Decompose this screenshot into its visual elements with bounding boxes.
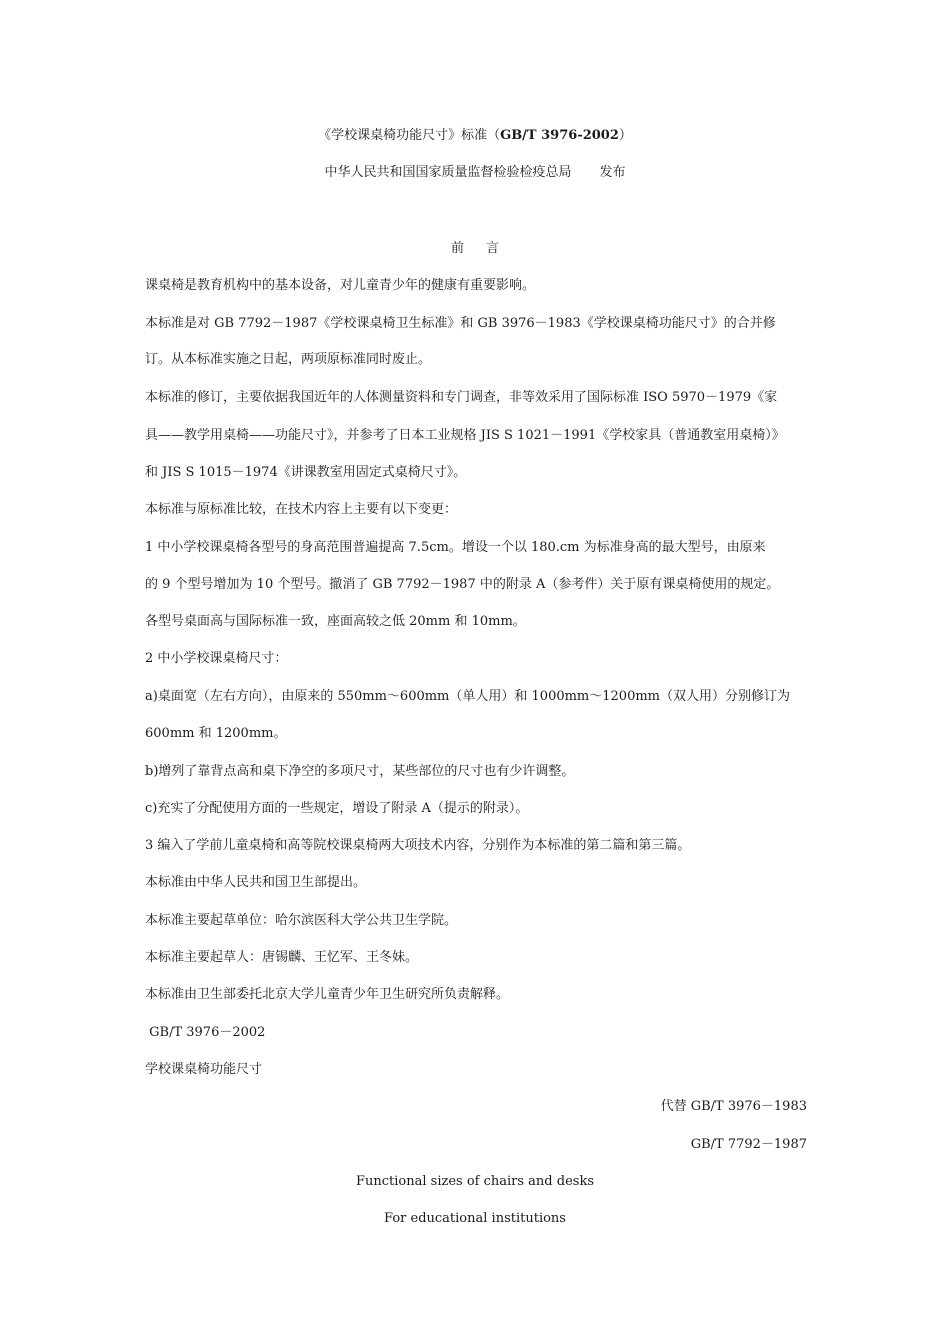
english-title-1: Functional sizes of chairs and desks	[355, 1174, 594, 1189]
replaces-line-2: GB/T 7792－1987	[690, 1137, 807, 1152]
preface-line: 本标准主要起草人：唐锡麟、王忆军、王冬妹。	[145, 950, 419, 965]
preface-line: 本标准的修订，主要依据我国近年的人体测量资料和专门调查，非等效采用了国际标准 ISO 5970－1979《家	[145, 390, 778, 405]
issuer-line	[0, 164, 950, 182]
preface-line: b)增列了靠背点高和桌下净空的多项尺寸，某些部位的尺寸也有少许调整。	[145, 764, 575, 779]
preface-heading	[0, 240, 950, 258]
preface-line: 3 编入了学前儿童桌椅和高等院校课桌椅两大项技术内容，分别作为本标准的第二篇和第三篇。	[145, 838, 691, 853]
preface-line: 本标准由卫生部委托北京大学儿童青少年卫生研究所负责解释。	[145, 987, 510, 1002]
preface-line: 本标准是对 GB 7792－1987《学校课桌椅卫生标准》和 GB 3976－1983《学校课桌椅功能尺寸》的合并修	[145, 316, 776, 331]
issuer-name: 中华人民共和国国家质量监督检验检疫总局	[324, 165, 572, 180]
preface-line: 各型号桌面高与国际标准一致，座面高较之低 20mm 和 10mm。	[145, 614, 526, 629]
english-title-2: For educational institutions	[384, 1211, 566, 1226]
preface-line: 本标准主要起草单位：哈尔滨医科大学公共卫生学院。	[145, 913, 458, 928]
preface-line: 本标准与原标准比较，在技术内容上主要有以下变更：	[145, 502, 458, 517]
replaces-line-1: 代替 GB/T 3976－1983	[660, 1099, 807, 1114]
preface-line: 的 9 个型号增加为 10 个型号。撤消了 GB 7792－1987 中的附录 A（参考件）关于原有课桌椅使用的规定。	[145, 577, 780, 592]
preface-line: 本标准由中华人民共和国卫生部提出。	[145, 875, 367, 890]
preface-line: a)桌面宽（左右方向），由原来的 550mm～600mm（单人用）和 1000mm～1200mm（双人用）分别修订为	[145, 689, 790, 704]
issue-word: 发布	[599, 165, 626, 180]
document-title	[0, 127, 950, 145]
preface-heading-a: 前	[450, 241, 464, 256]
preface-line: c)充实了分配使用方面的一些规定，增设了附录 A（提示的附录）。	[145, 801, 529, 816]
preface-heading-b: 言	[486, 241, 500, 256]
title-code: GB/T 3976-2002	[500, 128, 619, 143]
preface-line: 2 中小学校课桌椅尺寸：	[145, 651, 288, 666]
preface-line: 课桌椅是教育机构中的基本设备，对儿童青少年的健康有重要影响。	[145, 278, 536, 293]
preface-line: 和 JIS S 1015－1974《讲课教室用固定式桌椅尺寸》。	[145, 465, 467, 480]
preface-line: 具——教学用桌椅——功能尺寸》，并参考了日本工业规格 JIS S 1021－1991《学校家具（普通教室用桌椅）》	[145, 428, 785, 443]
preface-line: 1 中小学校课桌椅各型号的身高范围普遍提高 7.5cm。增设一个以 180.cm 为标准身高的最大型号，由原来	[145, 540, 766, 555]
preface-line: 订。从本标准实施之日起，两项原标准同时废止。	[145, 352, 432, 367]
title-suffix: ）	[618, 128, 632, 143]
standard-code: GB/T 3976－2002	[145, 1025, 266, 1040]
preface-line: 600mm 和 1200mm。	[145, 726, 287, 741]
title-prefix: 《学校课桌椅功能尺寸》标准（	[318, 128, 501, 143]
standard-name: 学校课桌椅功能尺寸	[145, 1062, 263, 1077]
